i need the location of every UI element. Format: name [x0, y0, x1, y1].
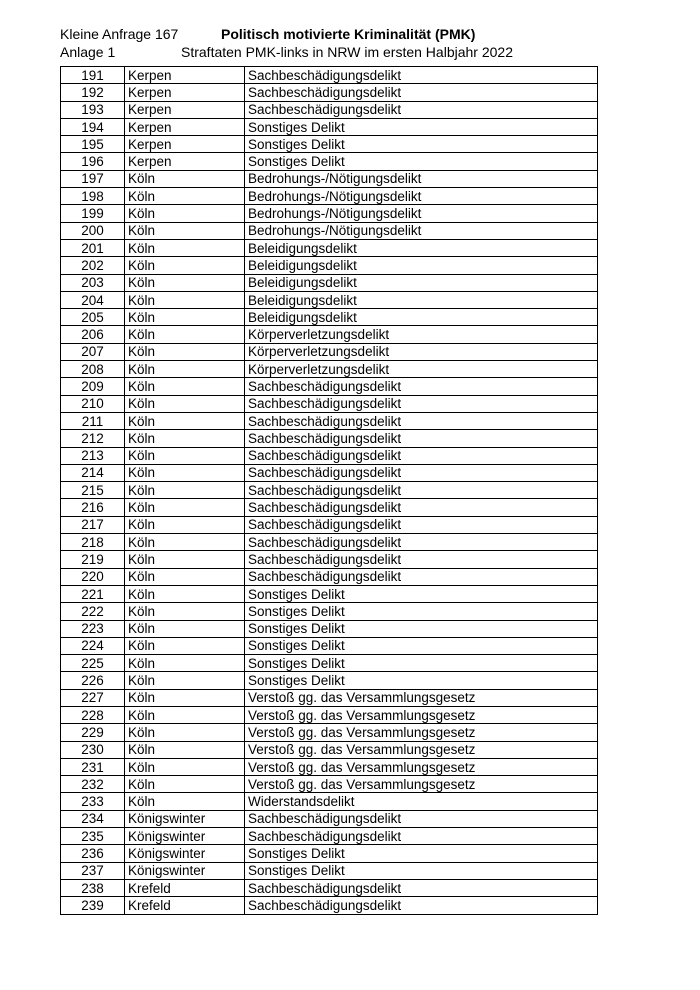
offense-cell: Sachbeschädigungsdelikt: [245, 430, 598, 447]
header-kleine-anfrage: Kleine Anfrage 167: [60, 26, 179, 42]
row-number-cell: 220: [61, 568, 125, 585]
row-number-cell: 217: [61, 516, 125, 533]
city-cell: Königswinter: [125, 845, 245, 862]
row-number-cell: 219: [61, 551, 125, 568]
offense-cell: Sachbeschädigungsdelikt: [245, 810, 598, 827]
city-cell: Köln: [125, 361, 245, 378]
city-cell: Köln: [125, 205, 245, 222]
table-row: [61, 568, 598, 585]
row-number-cell: 234: [61, 810, 125, 827]
offense-cell: Sachbeschädigungsdelikt: [245, 101, 598, 118]
row-number-cell: 231: [61, 758, 125, 775]
row-number-cell: 200: [61, 222, 125, 239]
city-cell: Kerpen: [125, 136, 245, 153]
row-number-cell: 226: [61, 672, 125, 689]
offense-cell: Sachbeschädigungsdelikt: [245, 464, 598, 481]
table-row: [61, 689, 598, 706]
table-row: [61, 828, 598, 845]
city-cell: Kerpen: [125, 118, 245, 135]
row-number-cell: 195: [61, 136, 125, 153]
table-row: [61, 724, 598, 741]
city-cell: Köln: [125, 620, 245, 637]
offense-cell: Sachbeschädigungsdelikt: [245, 897, 598, 914]
table-row: [61, 620, 598, 637]
offense-cell: Widerstandsdelikt: [245, 793, 598, 810]
offense-cell: Beleidigungsdelikt: [245, 309, 598, 326]
row-number-cell: 227: [61, 689, 125, 706]
offense-cell: Sonstiges Delikt: [245, 845, 598, 862]
offense-cell: Sachbeschädigungsdelikt: [245, 378, 598, 395]
city-cell: Köln: [125, 516, 245, 533]
offense-cell: Verstoß gg. das Versammlungsgesetz: [245, 724, 598, 741]
row-number-cell: 199: [61, 205, 125, 222]
table-row: [61, 309, 598, 326]
offense-cell: Sonstiges Delikt: [245, 655, 598, 672]
offense-cell: Verstoß gg. das Versammlungsgesetz: [245, 689, 598, 706]
city-cell: Köln: [125, 378, 245, 395]
row-number-cell: 237: [61, 862, 125, 879]
offense-cell: Sachbeschädigungsdelikt: [245, 534, 598, 551]
row-number-cell: 202: [61, 257, 125, 274]
table-row: [61, 395, 598, 412]
city-cell: Köln: [125, 534, 245, 551]
table-row: [61, 430, 598, 447]
city-cell: Köln: [125, 170, 245, 187]
offense-cell: Körperverletzungsdelikt: [245, 361, 598, 378]
city-cell: Köln: [125, 309, 245, 326]
row-number-cell: 233: [61, 793, 125, 810]
table-row: [61, 188, 598, 205]
offense-cell: Verstoß gg. das Versammlungsgesetz: [245, 776, 598, 793]
table-row: [61, 551, 598, 568]
table-row: [61, 239, 598, 256]
table-row: [61, 326, 598, 343]
table-row: [61, 84, 598, 101]
city-cell: Kerpen: [125, 84, 245, 101]
city-cell: Köln: [125, 222, 245, 239]
offense-cell: Sachbeschädigungsdelikt: [245, 84, 598, 101]
offense-cell: Körperverletzungsdelikt: [245, 326, 598, 343]
table-row: [61, 499, 598, 516]
table-row: [61, 672, 598, 689]
row-number-cell: 228: [61, 706, 125, 723]
city-cell: Köln: [125, 585, 245, 602]
offense-cell: Körperverletzungsdelikt: [245, 343, 598, 360]
city-cell: Köln: [125, 758, 245, 775]
table-row: [61, 845, 598, 862]
row-number-cell: 215: [61, 482, 125, 499]
row-number-cell: 193: [61, 101, 125, 118]
city-cell: Köln: [125, 793, 245, 810]
row-number-cell: 235: [61, 828, 125, 845]
city-cell: Köln: [125, 274, 245, 291]
offense-cell: Beleidigungsdelikt: [245, 257, 598, 274]
city-cell: Köln: [125, 499, 245, 516]
table-row: [61, 516, 598, 533]
row-number-cell: 239: [61, 897, 125, 914]
row-number-cell: 196: [61, 153, 125, 170]
city-cell: Köln: [125, 464, 245, 481]
city-cell: Krefeld: [125, 897, 245, 914]
city-cell: Köln: [125, 291, 245, 308]
offense-cell: Sachbeschädigungsdelikt: [245, 482, 598, 499]
table-row: [61, 655, 598, 672]
table-row: [61, 482, 598, 499]
row-number-cell: 198: [61, 188, 125, 205]
offense-cell: Sachbeschädigungsdelikt: [245, 828, 598, 845]
offense-cell: Beleidigungsdelikt: [245, 239, 598, 256]
table-row: [61, 879, 598, 896]
city-cell: Köln: [125, 724, 245, 741]
table-row: [61, 637, 598, 654]
offense-cell: Bedrohungs-/Nötigungsdelikt: [245, 188, 598, 205]
offense-cell: Sonstiges Delikt: [245, 118, 598, 135]
row-number-cell: 191: [61, 67, 125, 84]
table-row: [61, 67, 598, 84]
table-row: [61, 706, 598, 723]
page-subtitle: Straftaten PMK-links in NRW im ersten Halbjahr 2022: [181, 44, 513, 60]
row-number-cell: 222: [61, 603, 125, 620]
row-number-cell: 236: [61, 845, 125, 862]
table-row: [61, 378, 598, 395]
row-number-cell: 206: [61, 326, 125, 343]
table-row: [61, 361, 598, 378]
offense-cell: Sonstiges Delikt: [245, 620, 598, 637]
offense-cell: Sonstiges Delikt: [245, 153, 598, 170]
table-row: [61, 205, 598, 222]
offense-cell: Sonstiges Delikt: [245, 672, 598, 689]
city-cell: Kerpen: [125, 153, 245, 170]
header-anlage: Anlage 1: [60, 44, 116, 60]
city-cell: Köln: [125, 257, 245, 274]
table-row: [61, 118, 598, 135]
city-cell: Köln: [125, 326, 245, 343]
table-row: [61, 343, 598, 360]
offense-cell: Sonstiges Delikt: [245, 603, 598, 620]
offense-cell: Sonstiges Delikt: [245, 862, 598, 879]
table-row: [61, 534, 598, 551]
offense-cell: Sachbeschädigungsdelikt: [245, 395, 598, 412]
city-cell: Königswinter: [125, 828, 245, 845]
table-row: [61, 274, 598, 291]
table-row: [61, 862, 598, 879]
city-cell: Köln: [125, 430, 245, 447]
city-cell: Köln: [125, 672, 245, 689]
row-number-cell: 213: [61, 447, 125, 464]
row-number-cell: 194: [61, 118, 125, 135]
row-number-cell: 214: [61, 464, 125, 481]
row-number-cell: 223: [61, 620, 125, 637]
offense-cell: Beleidigungsdelikt: [245, 274, 598, 291]
offense-cell: Sachbeschädigungsdelikt: [245, 879, 598, 896]
row-number-cell: 201: [61, 239, 125, 256]
city-cell: Köln: [125, 706, 245, 723]
table-row: [61, 741, 598, 758]
city-cell: Köln: [125, 447, 245, 464]
table-row: [61, 257, 598, 274]
offense-cell: Sachbeschädigungsdelikt: [245, 568, 598, 585]
offense-cell: Bedrohungs-/Nötigungsdelikt: [245, 222, 598, 239]
city-cell: Köln: [125, 568, 245, 585]
row-number-cell: 204: [61, 291, 125, 308]
offense-cell: Verstoß gg. das Versammlungsgesetz: [245, 758, 598, 775]
row-number-cell: 230: [61, 741, 125, 758]
table-row: [61, 447, 598, 464]
row-number-cell: 208: [61, 361, 125, 378]
offense-table: [60, 66, 598, 915]
city-cell: Köln: [125, 637, 245, 654]
city-cell: Köln: [125, 188, 245, 205]
offense-cell: Verstoß gg. das Versammlungsgesetz: [245, 706, 598, 723]
row-number-cell: 229: [61, 724, 125, 741]
city-cell: Köln: [125, 776, 245, 793]
table-row: [61, 810, 598, 827]
row-number-cell: 238: [61, 879, 125, 896]
table-row: [61, 412, 598, 429]
offense-cell: Sachbeschädigungsdelikt: [245, 412, 598, 429]
table-row: [61, 758, 598, 775]
city-cell: Köln: [125, 482, 245, 499]
city-cell: Köln: [125, 395, 245, 412]
row-number-cell: 207: [61, 343, 125, 360]
row-number-cell: 197: [61, 170, 125, 187]
row-number-cell: 224: [61, 637, 125, 654]
table-row: [61, 101, 598, 118]
city-cell: Köln: [125, 343, 245, 360]
row-number-cell: 221: [61, 585, 125, 602]
table-row: [61, 793, 598, 810]
offense-cell: Bedrohungs-/Nötigungsdelikt: [245, 205, 598, 222]
row-number-cell: 205: [61, 309, 125, 326]
offense-cell: Sachbeschädigungsdelikt: [245, 67, 598, 84]
offense-cell: Sonstiges Delikt: [245, 136, 598, 153]
table-row: [61, 291, 598, 308]
city-cell: Königswinter: [125, 810, 245, 827]
table-row: [61, 136, 598, 153]
city-cell: Kerpen: [125, 101, 245, 118]
city-cell: Köln: [125, 551, 245, 568]
city-cell: Krefeld: [125, 879, 245, 896]
row-number-cell: 210: [61, 395, 125, 412]
offense-cell: Beleidigungsdelikt: [245, 291, 598, 308]
city-cell: Köln: [125, 689, 245, 706]
city-cell: Köln: [125, 239, 245, 256]
offense-cell: Sachbeschädigungsdelikt: [245, 516, 598, 533]
row-number-cell: 218: [61, 534, 125, 551]
table-row: [61, 464, 598, 481]
city-cell: Köln: [125, 655, 245, 672]
table-row: [61, 170, 598, 187]
row-number-cell: 212: [61, 430, 125, 447]
table-row: [61, 585, 598, 602]
city-cell: Köln: [125, 603, 245, 620]
city-cell: Köln: [125, 741, 245, 758]
offense-cell: Sonstiges Delikt: [245, 585, 598, 602]
offense-cell: Bedrohungs-/Nötigungsdelikt: [245, 170, 598, 187]
city-cell: Kerpen: [125, 67, 245, 84]
row-number-cell: 216: [61, 499, 125, 516]
city-cell: Köln: [125, 412, 245, 429]
row-number-cell: 232: [61, 776, 125, 793]
offense-cell: Verstoß gg. das Versammlungsgesetz: [245, 741, 598, 758]
offense-cell: Sachbeschädigungsdelikt: [245, 447, 598, 464]
row-number-cell: 209: [61, 378, 125, 395]
table-row: [61, 897, 598, 914]
offense-table-body: [61, 67, 598, 915]
offense-cell: Sachbeschädigungsdelikt: [245, 551, 598, 568]
table-row: [61, 603, 598, 620]
table-row: [61, 776, 598, 793]
row-number-cell: 225: [61, 655, 125, 672]
offense-cell: Sachbeschädigungsdelikt: [245, 499, 598, 516]
table-row: [61, 222, 598, 239]
row-number-cell: 192: [61, 84, 125, 101]
page-title: Politisch motivierte Kriminalität (PMK): [221, 26, 476, 42]
row-number-cell: 211: [61, 412, 125, 429]
row-number-cell: 203: [61, 274, 125, 291]
offense-cell: Sonstiges Delikt: [245, 637, 598, 654]
table-row: [61, 153, 598, 170]
city-cell: Königswinter: [125, 862, 245, 879]
